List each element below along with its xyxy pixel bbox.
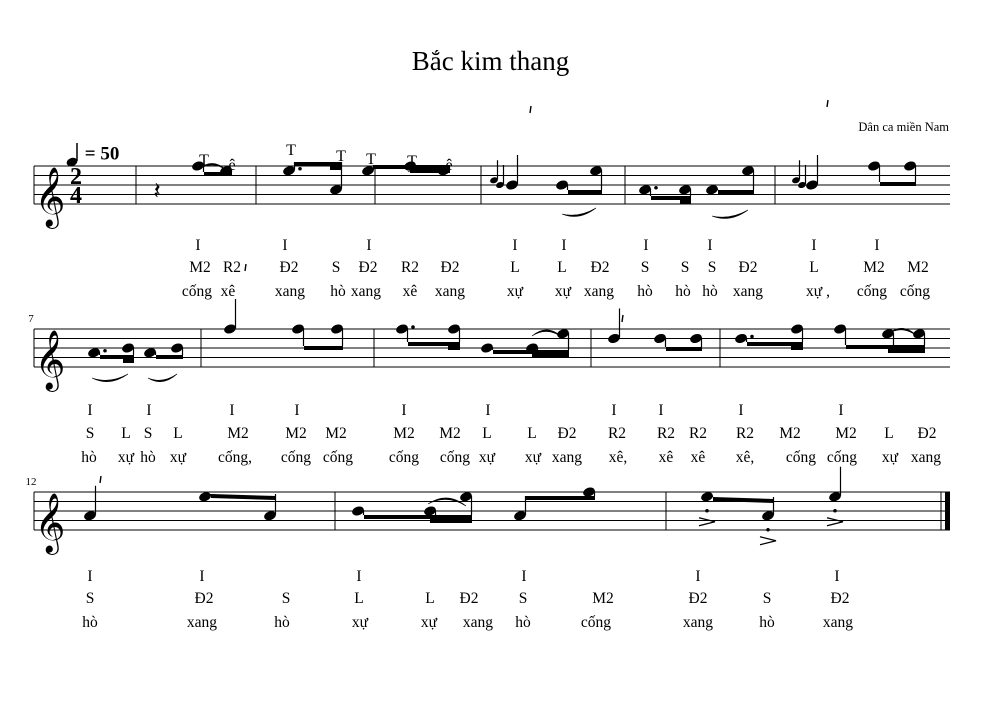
lyric-syllable: hò <box>702 283 718 300</box>
lyric-syllable: xang <box>682 614 714 631</box>
lyric-syllable: xê <box>220 283 236 300</box>
solfege-syllable: Đ2 <box>688 590 708 607</box>
solfege-syllable: Đ2 <box>557 425 577 442</box>
lyric-syllable: hò <box>515 614 531 631</box>
lyric-syllable: cống <box>439 449 471 466</box>
lyric-syllable: cống, <box>217 449 253 466</box>
system-3-notes <box>83 467 843 545</box>
note-beam <box>532 354 569 358</box>
lyric-syllable: xê, <box>735 449 755 466</box>
note-beam <box>888 349 925 353</box>
solfege-syllable: S <box>281 590 291 607</box>
pitch-marker: I <box>294 402 300 419</box>
solfege-syllable: L <box>354 590 364 607</box>
note-beam <box>408 342 460 346</box>
lyric-syllable: xê <box>402 283 418 300</box>
time-signature-bottom: 4 <box>70 183 82 209</box>
lyric-syllable: hò <box>675 283 691 300</box>
staccato-dot <box>766 528 770 532</box>
solfege-syllable: L <box>527 425 537 442</box>
ornament-label: T <box>286 142 296 159</box>
slur <box>148 374 177 382</box>
solfege-syllable: L <box>884 425 894 442</box>
lyric-syllable: hò <box>81 449 97 466</box>
lyric-syllable: xự <box>554 283 572 300</box>
augmentation-dot <box>654 186 658 190</box>
lyric-syllable: cống <box>181 283 213 300</box>
augmentation-dot <box>103 349 107 353</box>
pitch-marker: I <box>611 402 617 419</box>
solfege-syllable: S <box>762 590 772 607</box>
staff-system <box>34 492 950 555</box>
system-2-notes <box>87 264 926 382</box>
solfege-syllable: M2 <box>863 259 885 276</box>
note-beam <box>364 515 472 519</box>
augmentation-dot <box>298 167 302 171</box>
slur <box>92 374 128 382</box>
solfege-syllable: L <box>173 425 183 442</box>
staff-system <box>34 329 950 392</box>
lyric-syllable: xang <box>822 614 854 631</box>
solfege-syllable: R2 <box>656 425 676 442</box>
measure-number: 12 <box>25 476 37 488</box>
solfege-syllable: L <box>510 259 520 276</box>
solfege-syllable: S <box>143 425 153 442</box>
measure-number: 7 <box>28 313 34 325</box>
lyric-syllable: xê, <box>608 449 628 466</box>
solfege-syllable: M2 <box>189 259 211 276</box>
solfege-syllable: S <box>707 259 717 276</box>
lyric-syllable: xự <box>478 449 496 466</box>
accent-mark <box>827 518 843 526</box>
solfege-syllable: R2 <box>688 425 708 442</box>
time-signature <box>70 164 82 209</box>
note-beam <box>880 182 916 186</box>
lyric-syllable: xự <box>351 614 369 631</box>
solfege-syllable: M2 <box>393 425 415 442</box>
pitch-marker: I <box>834 568 840 585</box>
lyric-syllable: xê <box>658 449 674 466</box>
solfege-syllable: S <box>85 425 95 442</box>
accent-mark <box>699 518 715 526</box>
pitch-marker: I <box>643 237 649 254</box>
lyric-syllable: xang <box>910 449 942 466</box>
note-beam <box>156 355 183 359</box>
pitch-marker: I <box>282 237 288 254</box>
pitch-marker: I <box>195 237 201 254</box>
lyric-syllable: xự <box>117 449 135 466</box>
lyrics-system <box>81 402 941 466</box>
solfege-syllable: S <box>518 590 528 607</box>
lyric-syllable: cống <box>785 449 817 466</box>
note-beam <box>100 355 134 359</box>
augmentation-dot <box>411 325 415 329</box>
lyric-syllable: hò <box>274 614 290 631</box>
pitch-marker: I <box>401 402 407 419</box>
lyric-syllable: xang <box>186 614 218 631</box>
treble-clef-icon: 𝄞 <box>34 495 66 552</box>
breath-mark <box>827 100 828 107</box>
lyric-syllable: xê <box>690 449 706 466</box>
pitch-marker: I <box>146 402 152 419</box>
note-beam <box>430 519 472 523</box>
ornament-label: T <box>407 153 417 170</box>
composer-credit: Dân ca miền Nam <box>858 120 949 134</box>
pitch-marker: I <box>485 402 491 419</box>
lyric-syllable: hò <box>637 283 653 300</box>
pitch-marker: I <box>811 237 817 254</box>
lyric-syllable: hò <box>82 614 98 631</box>
solfege-syllable: R2 <box>400 259 420 276</box>
lyric-syllable: xự <box>506 283 524 300</box>
note-beam <box>493 350 569 354</box>
note-beam <box>680 200 691 204</box>
pitch-marker: I <box>561 237 567 254</box>
lyric-syllable: xang <box>434 283 466 300</box>
pitch-marker: I <box>658 402 664 419</box>
note-beam <box>791 346 803 350</box>
solfege-syllable: Đ2 <box>590 259 610 276</box>
pitch-marker: I <box>707 237 713 254</box>
quarter-rest-icon: 𝄽 <box>153 178 161 205</box>
solfege-syllable: L <box>425 590 435 607</box>
note-beam <box>448 346 460 350</box>
time-signature-top: 2 <box>70 164 82 190</box>
solfege-syllable: M2 <box>779 425 801 442</box>
solfege-syllable: M2 <box>907 259 929 276</box>
pitch-marker: I <box>356 568 362 585</box>
lyrics-system <box>82 568 853 631</box>
lyric-syllable: xang <box>732 283 764 300</box>
note-beam <box>330 166 342 170</box>
lyric-syllable: xự , <box>806 283 830 300</box>
pitch-marker: I <box>512 237 518 254</box>
slur <box>562 208 596 216</box>
breath-mark <box>245 264 246 271</box>
solfege-syllable: S <box>680 259 690 276</box>
pitch-marker: I <box>874 237 880 254</box>
system-1-notes <box>153 100 917 218</box>
augmentation-dot <box>750 335 754 339</box>
lyric-syllable: xang <box>583 283 615 300</box>
note-beam <box>526 496 595 500</box>
solfege-syllable: S <box>640 259 650 276</box>
solfege-syllable: Đ2 <box>917 425 937 442</box>
note-beam <box>713 497 774 503</box>
solfege-syllable: L <box>482 425 492 442</box>
solfege-syllable: S <box>331 259 341 276</box>
staccato-dot <box>705 509 709 513</box>
lyric-syllable: xự <box>420 614 438 631</box>
pitch-marker: I <box>366 237 372 254</box>
lyric-syllable: xang <box>350 283 382 300</box>
solfege-syllable: M2 <box>592 590 614 607</box>
solfege-syllable: R2 <box>222 259 242 276</box>
pitch-marker: I <box>199 568 205 585</box>
lyric-syllable: cống <box>856 283 888 300</box>
solfege-syllable: R2 <box>735 425 755 442</box>
breath-mark <box>100 476 101 483</box>
page-title: Bắc kim thang <box>411 46 570 76</box>
lyric-syllable: xự <box>881 449 899 466</box>
solfege-syllable: Đ2 <box>459 590 479 607</box>
lyric-syllable: xang <box>274 283 306 300</box>
solfege-syllable: L <box>557 259 567 276</box>
pitch-marker: I <box>695 568 701 585</box>
lyric-syllable: xự <box>524 449 542 466</box>
treble-clef-icon: 𝄞 <box>34 169 66 226</box>
lyric-syllable: cống <box>388 449 420 466</box>
lyric-syllable: xang <box>462 614 494 631</box>
solfege-syllable: M2 <box>227 425 249 442</box>
pitch-marker: I <box>229 402 235 419</box>
lyric-syllable: xang <box>551 449 583 466</box>
lyric-syllable: hò <box>759 614 775 631</box>
note-beam <box>211 494 276 500</box>
ornament-label: T <box>199 152 209 169</box>
pitch-marker: I <box>87 568 93 585</box>
note-beam <box>295 162 342 166</box>
lyric-syllable: cống <box>899 283 931 300</box>
ornament-label: T <box>366 151 376 168</box>
note-beam <box>666 347 702 351</box>
solfege-syllable: M2 <box>285 425 307 442</box>
note-beam <box>651 196 691 200</box>
breath-mark <box>622 315 623 322</box>
lyric-syllable: cống <box>280 449 312 466</box>
ornament-label: T <box>336 148 346 165</box>
solfege-syllable: Đ2 <box>358 259 378 276</box>
solfege-syllable: M2 <box>439 425 461 442</box>
lyric-syllable: hò <box>140 449 156 466</box>
accent-mark <box>760 537 776 545</box>
ornament-label: ê <box>228 157 236 174</box>
solfege-syllable: S <box>85 590 95 607</box>
staccato-dot <box>833 509 837 513</box>
pitch-marker: I <box>521 568 527 585</box>
solfege-syllable: Đ2 <box>279 259 299 276</box>
lyrics-system <box>182 237 930 300</box>
solfege-syllable: M2 <box>325 425 347 442</box>
solfege-syllable: Đ2 <box>440 259 460 276</box>
solfege-syllable: M2 <box>835 425 857 442</box>
note-beam <box>718 190 754 194</box>
staff-system <box>34 166 950 229</box>
solfege-syllable: Đ2 <box>738 259 758 276</box>
lyric-syllable: cống <box>322 449 354 466</box>
note-beam <box>846 345 925 349</box>
ornament-label: ê <box>445 157 453 174</box>
slur <box>712 210 748 218</box>
lyric-syllable: hò <box>330 283 346 300</box>
note-beam <box>123 359 134 363</box>
final-barline-thick <box>945 492 950 530</box>
note-beam <box>747 342 803 346</box>
breath-mark <box>530 106 531 113</box>
pitch-marker: I <box>738 402 744 419</box>
pitch-marker: I <box>87 402 93 419</box>
note-beam <box>304 346 343 350</box>
solfege-syllable: L <box>809 259 819 276</box>
solfege-syllable: Đ2 <box>830 590 850 607</box>
tempo-value: = 50 <box>84 143 120 165</box>
solfege-syllable: Đ2 <box>194 590 214 607</box>
note-beam <box>568 190 602 194</box>
lyric-syllable: xự <box>169 449 187 466</box>
pitch-marker: I <box>838 402 844 419</box>
solfege-syllable: L <box>121 425 131 442</box>
lyric-syllable: cống <box>826 449 858 466</box>
solfege-syllable: R2 <box>607 425 627 442</box>
treble-clef-icon: 𝄞 <box>34 332 66 389</box>
lyric-syllable: cống <box>580 614 612 631</box>
